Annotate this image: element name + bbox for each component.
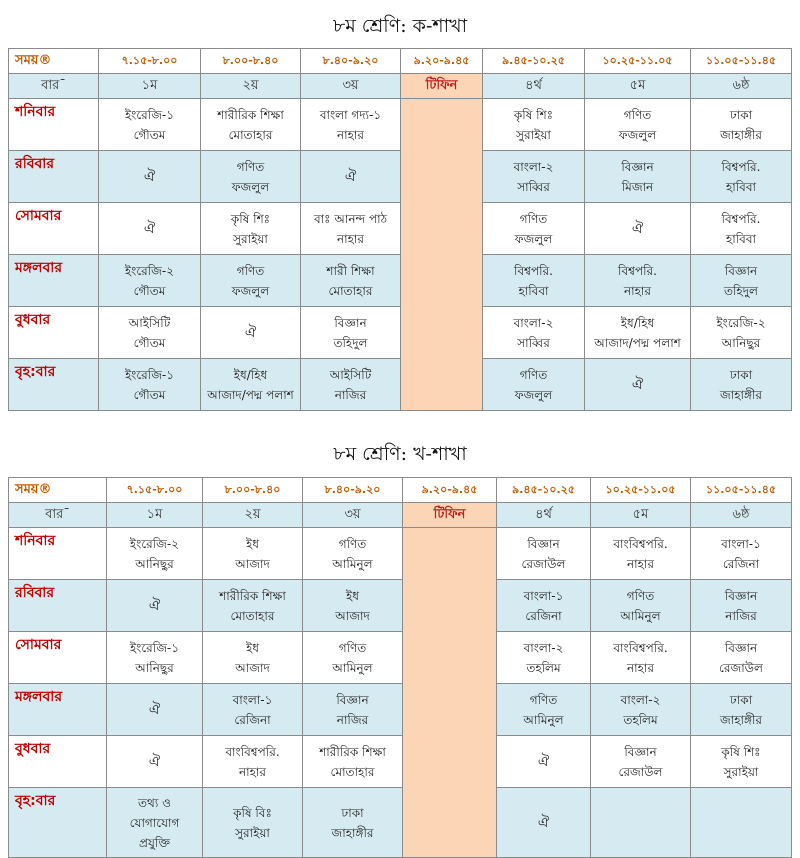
teacher-text: নাহার [336,127,365,142]
class-cell [301,255,401,307]
subject-text: বিশ্বপরি. [721,211,761,226]
class-cell [497,736,591,788]
subject-text: বাংলা-২ [513,159,554,174]
time-slot: ৮.০০-৮.৪০ [203,478,303,503]
time-slot: ৮.৪০-৯.২০ [303,478,403,503]
teacher-text: মিজান [621,179,654,194]
time-slot: ৭.১৫-৮.০০ [99,49,201,74]
class-cell [201,203,301,255]
teacher-text: রেজাউল [719,660,763,675]
day-row [9,203,792,255]
subject-text: ঢাকা [341,805,364,820]
subject-text: ইংরেজি-১ [124,107,175,122]
class-cell [203,788,303,858]
teacher-text: মোতাহার [330,764,375,779]
subject-text: বাংবিশ্বপরি. [613,640,668,655]
subject-text: বাংলা-১ [721,536,761,551]
subject-text: ঐ [537,814,550,831]
time-slot: ১০.২৫-১১.০৫ [591,478,691,503]
class-cell [203,632,303,684]
teacher-text: গৌতম [133,335,166,350]
subject-text: ঐ [631,220,644,237]
day-name: বৃহ:বার [9,788,107,858]
class-cell [301,151,401,203]
subject-text: গণিত [338,536,367,551]
teacher-text: তহলিম [623,712,658,727]
class-cell [497,684,591,736]
teacher-text: আমিনুল [332,556,373,571]
period-row [9,74,792,99]
class-cell [591,684,691,736]
day-name: শনিবার [9,99,99,151]
class-cell [497,528,591,580]
teacher-text: হাবিবা [725,231,757,246]
teacher-text: হাবিবা [725,179,757,194]
class-cell [301,359,401,411]
section-b-title: ৮ম শ্রেণি: খ-শাখা [333,443,467,465]
day-name: রবিবার [9,151,99,203]
subject-text: ইংরেজি-২ [129,536,180,551]
subject-text: বাংলা-২ [513,315,554,330]
subject-text: ঐ [148,597,161,614]
teacher-text: নাহার [626,660,655,675]
period-label: ২য় [203,503,303,528]
subject-text: বাংলা-২ [620,692,661,707]
day-row [9,580,792,632]
subject-text: বাঃ আনন্দ পাঠ [313,211,387,226]
day-row [9,788,792,858]
day-row [9,684,792,736]
teacher-text: সাব্বির [517,179,550,194]
class-cell [591,528,691,580]
day-row [9,528,792,580]
class-cell [691,684,792,736]
class-cell [585,99,691,151]
time-slot: ৯.৪৫-১০.২৫ [483,49,585,74]
day-row [9,359,792,411]
class-cell [301,203,401,255]
class-cell [107,788,203,858]
teacher-text: আমিনুল [523,712,564,727]
class-cell [591,580,691,632]
teacher-text: রেজাউল [618,764,663,779]
class-cell [691,99,792,151]
period-label: ৫ম [585,74,691,99]
class-cell [483,203,585,255]
class-cell [203,528,303,580]
tiffin-break-cell [401,99,483,411]
teacher-text: আনিছুর [135,660,174,675]
subject-text: কৃষি বিঃ [233,805,272,820]
subject-text: আইসিটি [128,315,171,330]
time-label: সময়® [9,49,99,74]
class-cell [201,255,301,307]
teacher-text: নাহার [336,231,365,246]
subject-text: গণিত [236,263,265,278]
teacher-text: আমিনুল [332,660,373,675]
subject-text: ঢাকা [729,367,753,382]
class-cell [585,203,691,255]
period-label: ১ম [99,74,201,99]
teacher-text: সাব্বির [517,335,550,350]
subject-text: ইধ [346,588,359,603]
class-cell [691,203,792,255]
day-row [9,632,792,684]
period-label: ৫ম [591,503,691,528]
subject-text: ইধ [246,640,259,655]
teacher-text: ফজলুল [618,127,657,142]
class-cell [585,255,691,307]
teacher-text: সুরাইয়া [516,127,551,142]
day-row [9,151,792,203]
period-row [9,503,792,528]
class-cell [203,580,303,632]
subject-text: বাংলা-১ [523,588,564,603]
class-cell [99,359,201,411]
class-cell [99,307,201,359]
subject-text: বিজ্ঞান [724,263,758,278]
teacher-text: তহিদুল [333,335,368,350]
class-cell [691,580,792,632]
routine-table-section-a [8,48,792,411]
day-name: বুধবার [9,736,107,788]
subject-text: ঐ [344,168,357,185]
subject-text: ঐ [148,753,161,770]
day-name: সোমবার [9,632,107,684]
class-cell [497,788,591,858]
teacher-text: তহিদুল [724,283,758,298]
teacher-text: মোতাহার [230,608,275,623]
day-row [9,99,792,151]
class-cell [691,528,792,580]
subject-text: বিশ্বপরি. [618,263,657,278]
class-cell [303,788,403,858]
tiffin-label: টিফিন [403,503,497,528]
subject-text: ঢাকা [729,692,753,707]
class-cell [691,632,792,684]
time-label: সময়® [9,478,107,503]
period-label: ১ম [107,503,203,528]
teacher-text: নাজির [334,387,367,402]
day-row [9,255,792,307]
subject-text: গণিত [529,692,558,707]
teacher-text: গৌতম [133,127,166,142]
teacher-text: রেজিনা [234,712,271,727]
teacher-text: রেজিনা [525,608,562,623]
subject-text: বিজ্ঞান [334,315,367,330]
teacher-text: তহলিম [526,660,561,675]
teacher-text: ফজলুল [514,231,553,246]
class-cell [303,528,403,580]
class-cell [201,359,301,411]
subject-text: গণিত [519,211,548,226]
subject-text: শারীরিক শিক্ষা [217,107,284,122]
subject-text: গণিত [626,588,655,603]
subject-text: বাংবিশ্বপরি. [613,536,668,551]
teacher-text: হাবিবা [518,283,549,298]
class-cell [591,632,691,684]
subject-text: ঐ [143,168,156,185]
class-cell [301,99,401,151]
teacher-text: আমিনুল [620,608,661,623]
day-name: সোমবার [9,203,99,255]
teacher-text: ফজলুল [514,387,553,402]
teacher-text: জাহাঙ্গীর [331,825,374,840]
teacher-text: মোতাহার [328,283,373,298]
teacher-text: নাহার [238,764,267,779]
class-cell [201,151,301,203]
day-row [9,736,792,788]
teacher-text: জাহাঙ্গীর [720,387,762,402]
class-cell [691,151,792,203]
class-cell [99,99,201,151]
subject-text: শারীরিক শিক্ষা [319,744,386,759]
class-cell [203,684,303,736]
day-label: বার¯ [9,503,107,528]
subject-text: ঐ [537,753,550,770]
subject-text: ঐ [244,324,257,341]
class-cell [483,359,585,411]
class-cell [497,580,591,632]
day-name: বৃহ:বার [9,359,99,411]
period-label: ২য় [201,74,301,99]
day-row [9,307,792,359]
day-name: রবিবার [9,580,107,632]
subject-text: ঐ [148,701,161,718]
class-cell [585,307,691,359]
time-slot: ৮.৪০-৯.২০ [301,49,401,74]
subject-text: ঐ [143,220,156,237]
teacher-text: মোতাহার [228,127,273,142]
class-cell [483,151,585,203]
class-cell [107,736,203,788]
teacher-text: জাহাঙ্গীর [720,712,762,727]
class-cell [99,203,201,255]
class-cell [483,307,585,359]
class-cell [585,151,691,203]
subject-text: বাংবিশ্বপরি. [225,744,280,759]
section-a-title: ৮ম শ্রেণি: ক-শাখা [332,15,468,37]
class-cell [303,684,403,736]
day-name: মঙ্গলবার [9,255,99,307]
teacher-text: আজাদ/পদ্ম পলাশ [594,335,681,350]
class-cell [691,359,792,411]
teacher-text: রেজাউল [521,556,566,571]
teacher-text: নাহার [623,283,652,298]
class-cell [303,632,403,684]
subject-text: ইধ [246,536,259,551]
class-cell [201,99,301,151]
subject-text: ইধ/হিধ [620,315,655,330]
period-label: ৬ষ্ঠ [691,74,792,99]
class-cell [691,255,792,307]
teacher-text: গৌতম [133,387,166,402]
time-row [9,49,792,74]
subject-text: ইংরেজি-১ [124,367,175,382]
subject-text: তথ্য ও [138,795,171,810]
subject-text: বিশ্বপরি. [721,159,761,174]
time-row [9,478,792,503]
class-cell [301,307,401,359]
period-label: ৪র্থ [497,503,591,528]
teacher-text: সুরাইয়া [723,764,759,779]
teacher-text: জাহাঙ্গীর [720,127,762,142]
class-cell [203,736,303,788]
time-slot: ৭.১৫-৮.০০ [107,478,203,503]
teacher-text: আজাদ [335,608,370,623]
teacher-text: যোগাযোগ [129,815,180,830]
class-cell [585,359,691,411]
teacher-text: নাহার [626,556,655,571]
class-cell [591,736,691,788]
teacher-text: আনিছুর [135,556,174,571]
time-slot: ১০.২৫-১১.০৫ [585,49,691,74]
tiffin-label: টিফিন [401,74,483,99]
class-cell [107,632,203,684]
routine-table-section-b [8,477,792,858]
time-slot: ৯.২০-৯.৪৫ [403,478,497,503]
subject-text: কৃষি শিঃ [513,107,554,122]
time-slot: ১১.০৫-১১.৪৫ [691,49,792,74]
teacher-text: গৌতম [133,283,166,298]
subject-text: ইধ/হিধ [233,367,268,382]
teacher-text: ফজলুল [231,283,270,298]
subject-text: ঐ [631,376,644,393]
time-slot: ৯.৪৫-১০.২৫ [497,478,591,503]
class-cell [99,255,201,307]
subject-text: বিজ্ঞান [621,159,654,174]
teacher-text: আজাদ/পদ্ম পলাশ [207,387,294,402]
subject-text: ইংরেজি-২ [124,263,175,278]
class-cell [691,307,792,359]
subject-text: বিজ্ঞান [724,640,758,655]
teacher-text: আজাদ [235,556,270,571]
class-cell [201,307,301,359]
class-cell [99,151,201,203]
teacher-text: নাজির [336,712,369,727]
subject-text: বাংলা গদ্য-১ [319,107,382,122]
day-name: মঙ্গলবার [9,684,107,736]
subject-text: কৃষি শিঃ [721,744,761,759]
period-label: ৩য় [301,74,401,99]
day-name: বুধবার [9,307,99,359]
subject-text: বিশ্বপরি. [514,263,553,278]
subject-text: আইসিটি [329,367,372,382]
time-slot: ৯.২০-৯.৪৫ [401,49,483,74]
subject-text: গণিত [338,640,367,655]
teacher-text: ফজলুল [231,179,270,194]
class-cell [691,788,792,858]
subject-text: বিজ্ঞান [527,536,560,551]
subject-text: শারীরিক শিক্ষা [219,588,286,603]
teacher-text: প্রযুক্তি [139,835,170,850]
class-cell [107,684,203,736]
time-slot: ৮.০০-৮.৪০ [201,49,301,74]
period-label: ৪র্থ [483,74,585,99]
subject-text: ইংরেজি-২ [716,315,766,330]
class-cell [483,255,585,307]
subject-text: বিজ্ঞান [724,588,758,603]
subject-text: বিজ্ঞান [624,744,657,759]
teacher-text: নাজির [725,608,757,623]
subject-text: গণিত [623,107,652,122]
subject-text: বিজ্ঞান [336,692,369,707]
class-cell [107,528,203,580]
subject-text: গণিত [519,367,548,382]
subject-text: বাংলা-১ [232,692,273,707]
subject-text: কৃষি শিঃ [230,211,271,226]
teacher-text: রেজিনা [722,556,760,571]
subject-text: গণিত [236,159,265,174]
class-cell [303,736,403,788]
subject-text: ঢাকা [729,107,753,122]
period-label: ৩য় [303,503,403,528]
teacher-text: আজাদ [235,660,270,675]
class-cell [303,580,403,632]
time-slot: ১১.০৫-১১.৪৫ [691,478,792,503]
subject-text: বাংলা-২ [523,640,564,655]
class-cell [691,736,792,788]
class-cell [591,788,691,858]
day-label: বার¯ [9,74,99,99]
class-cell [107,580,203,632]
tiffin-break-cell [403,528,497,858]
teacher-text: আনিছুর [721,335,761,350]
teacher-text: সুরাইয়া [235,825,270,840]
subject-text: শারী শিক্ষা [326,263,375,278]
subject-text: ইংরেজি-১ [129,640,180,655]
period-label: ৬ষ্ঠ [691,503,792,528]
class-cell [483,99,585,151]
teacher-text: সুরাইয়া [233,231,268,246]
class-cell [497,632,591,684]
day-name: শনিবার [9,528,107,580]
